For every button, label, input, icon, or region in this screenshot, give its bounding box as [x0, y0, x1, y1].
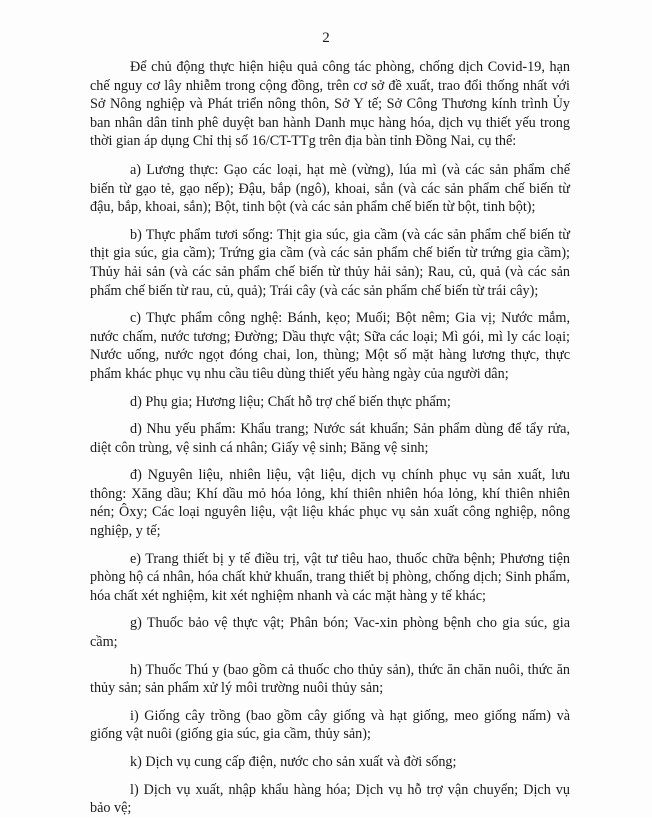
document-body: [90, 58, 570, 827]
list-item-dd: đ) Nguyên liệu, nhiên liệu, vật liệu, dịch vụ chính phục vụ sản xuất, lưu thông: Xăng dầu; Khí dầu mỏ hóa lỏng, khí thiên nhiên hóa lỏng, khí thiên nhiên nén; Ôxy; Các loại nguyên liệu, vật liệu khác phục vụ sản xuất công nghiệp, nông nghiệp, y tế;: [90, 467, 570, 540]
list-item-l: l) Dịch vụ xuất, nhập khẩu hàng hóa; Dịch vụ hỗ trợ vận chuyển; Dịch vụ bảo vệ;: [90, 781, 570, 817]
list-item-k: k) Dịch vụ cung cấp điện, nước cho sản xuất và đời sống;: [130, 754, 457, 770]
list-item-d2: d) Nhu yếu phẩm: Khẩu trang; Nước sát khuẩn; Sản phẩm dùng để tẩy rửa, diệt côn trùng, vệ sinh cá nhân; Giấy vệ sinh; Băng vệ sinh;: [90, 421, 570, 456]
list-item-b: b) Thực phẩm tươi sống: Thịt gia súc, gia cầm (và các sản phẩm chế biến từ thịt gia súc, gia cầm); Trứng gia cầm (và các sản phẩm chế biến từ trứng gia cầm); Thủy hải sản (và các sản phẩm chế biến từ thủy hải sản); Rau, củ, quả (và các sản phẩm chế biến từ rau, củ, quả); Trái cây (và các sản phẩm chế biến từ trái cây);: [90, 226, 570, 299]
list-item-a: a) Lương thực: Gạo các loại, hạt mè (vừng), lúa mì (và các sản phẩm chế biến từ gạo tẻ, gạo nếp); Đậu, bắp (ngô), khoai, sắn (và các sản phẩm chế biến từ đậu, bắp, khoai, sắn); Bột, tinh bột (và các sản phẩm chế biến từ bột, tinh bột);: [90, 161, 570, 216]
list-item-d1: d) Phụ gia; Hương liệu; Chất hỗ trợ chế biến thực phẩm;: [130, 393, 451, 410]
page-number: 2: [322, 30, 330, 46]
list-item-e: e) Trang thiết bị y tế điều trị, vật tư tiêu hao, thuốc chữa bệnh; Phương tiện phòng hộ cá nhân, hóa chất khử khuẩn, trang thiết bị phòng, chống dịch; Sinh phẩm, hóa chất xét nghiệm, kit xét nghiệm nhanh và các mặt hàng y tế khác;: [90, 550, 570, 604]
list-item-c: c) Thực phẩm công nghệ: Bánh, kẹo; Muối; Bột nêm; Gia vị; Nước mắm, nước chấm, nước tương; Đường; Dầu thực vật; Sữa các loại; Mì gói, mì ly các loại; Nước uống, nước ngọt đóng chai, lon, thùng; Một số mặt hàng lương thực, thực phẩm khác phục vụ nhu cầu tiêu dùng thiết yếu hàng ngày của người dân;: [90, 310, 570, 382]
list-item-g: g) Thuốc bảo vệ thực vật; Phân bón; Vac-xin phòng bệnh cho gia súc, gia cầm;: [90, 615, 570, 651]
list-item-i: i) Giống cây trồng (bao gồm cây giống và hạt giống, meo giống nấm) và giống vật nuôi (giống gia súc, gia cầm, thủy sản);: [90, 707, 570, 743]
list-item-h: h) Thuốc Thú y (bao gồm cả thuốc cho thủy sản), thức ăn chăn nuôi, thức ăn thủy sản; sản phẩm xử lý môi trường nuôi thủy sản;: [90, 661, 570, 697]
intro-paragraph: Để chủ động thực hiện hiệu quả công tác phòng, chống dịch Covid-19, hạn chế nguy cơ lây nhiễm trong cộng đồng, trên cơ sở đề xuất, trao đổi thống nhất với Sở Nông nghiệp và Phát triển nông thôn, Sở Y tế; Sở Công Thương kính trình Ủy ban nhân dân tỉnh phê duyệt ban hành Danh mục hàng hóa, dịch vụ thiết yếu trong thời gian áp dụng Chỉ thị số 16/CT-TTg trên địa bàn tỉnh Đồng Nai, cụ thể:: [90, 59, 570, 150]
